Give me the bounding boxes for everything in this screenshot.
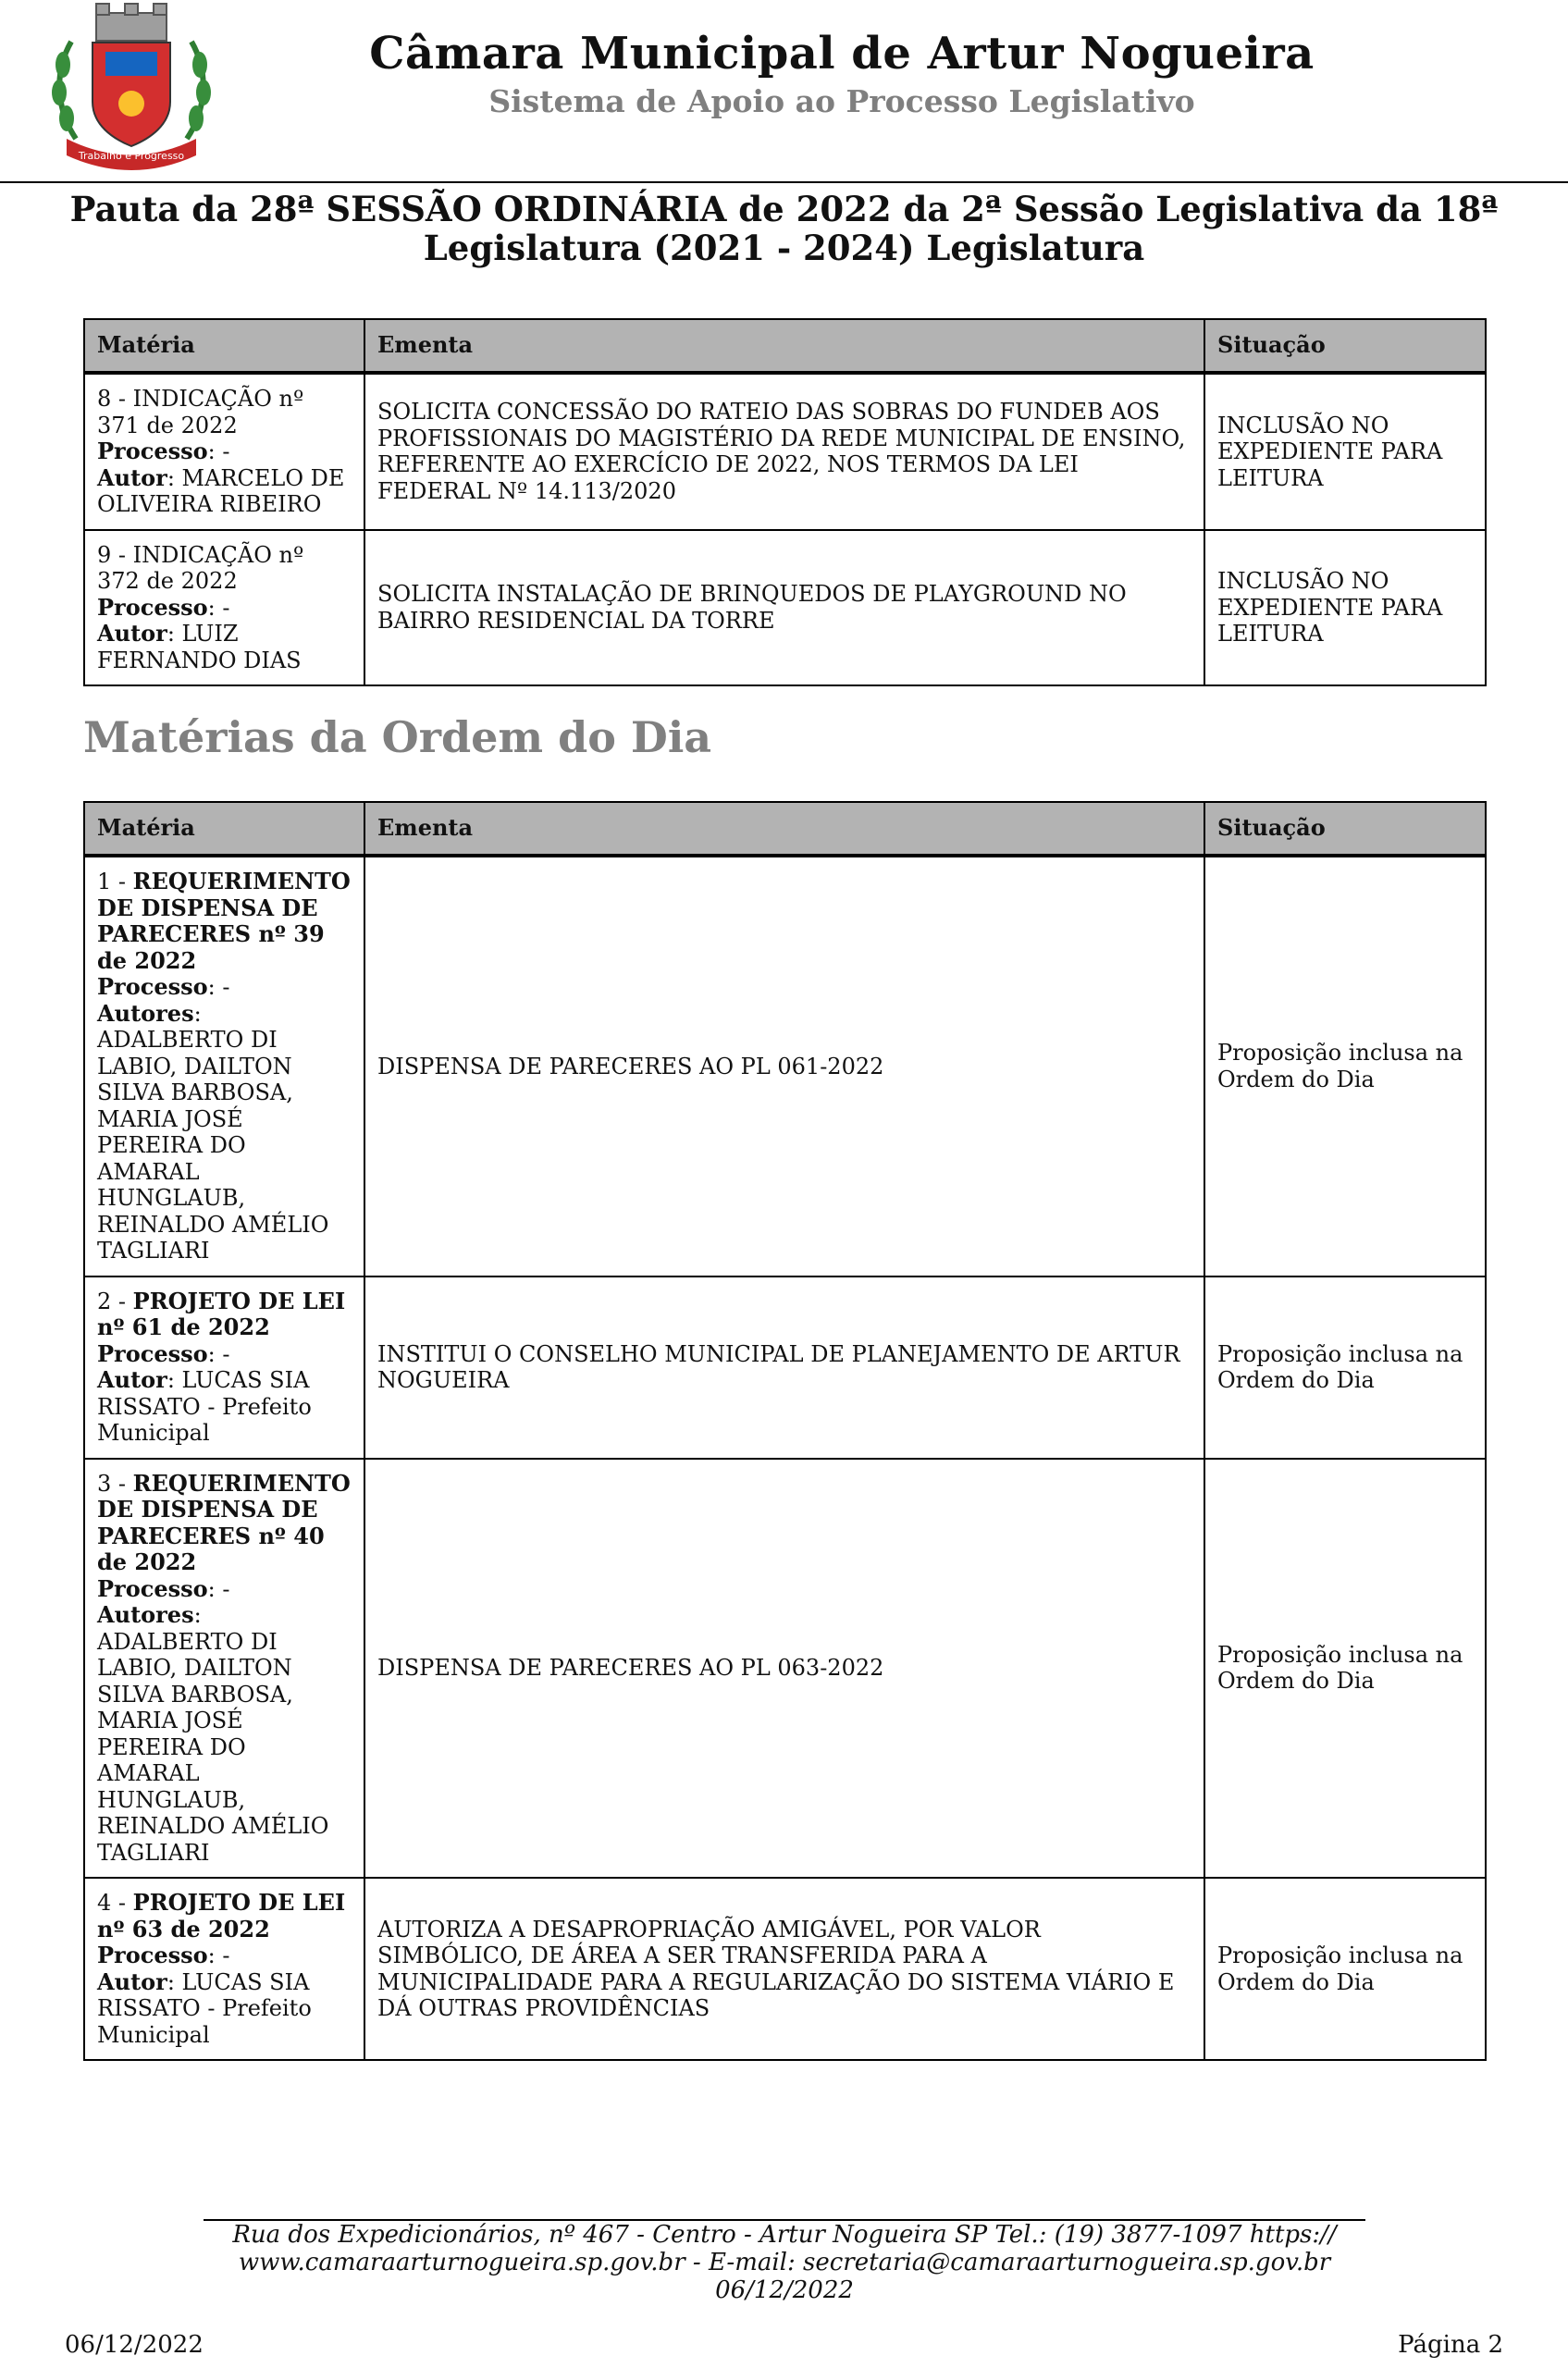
autor-value: : LUCAS SIA RISSATO - Prefeito Municipal xyxy=(97,1968,312,2048)
processo-value: : - xyxy=(207,1575,230,1602)
autor-value: : MARCELO DE OLIVEIRA RIBEIRO xyxy=(97,464,345,517)
processo-value: : - xyxy=(207,1942,230,1968)
footer-address xyxy=(204,2221,1365,2304)
footer-line1: Rua dos Expedicionários, nº 467 - Centro - Artur Nogueira SP Tel.: (19) 3877-1097 https:// xyxy=(232,2221,1337,2249)
situacao-cell: Proposição inclusa na Ordem do Dia xyxy=(1204,1276,1486,1459)
page-header xyxy=(0,0,1568,183)
autores-label: Autores xyxy=(97,999,194,1027)
ementa-cell: INSTITUI O CONSELHO MUNICIPAL DE PLANEJAMENTO DE ARTUR NOGUEIRA xyxy=(364,1276,1204,1459)
situacao-cell: INCLUSÃO NO EXPEDIENTE PARA LEITURA xyxy=(1204,373,1486,530)
autores-value: : ADALBERTO DI LABIO, DAILTON SILVA BARBOSA, MARIA JOSÉ PEREIRA DO AMARAL HUNGLAUB, REINALDO AMÉLIO TAGLIARI xyxy=(97,1602,329,1866)
ordem-do-dia-table xyxy=(83,801,1487,2061)
table-row xyxy=(84,856,1486,1276)
autores-value: : ADALBERTO DI LABIO, DAILTON SILVA BARBOSA, MARIA JOSÉ PEREIRA DO AMARAL HUNGLAUB, REINALDO AMÉLIO TAGLIARI xyxy=(97,1000,329,1264)
table-header-row xyxy=(84,319,1486,373)
table-row xyxy=(84,1276,1486,1459)
materia-title: PROJETO DE LEI nº 61 de 2022 xyxy=(97,1287,346,1340)
ementa-cell: SOLICITA CONCESSÃO DO RATEIO DAS SOBRAS DO FUNDEB AOS PROFISSIONAIS DO MAGISTÉRIO DA REDE MUNICIPAL DE ENSINO, REFERENTE AO EXERCÍCIO DE 2022, NOS TERMOS DA LEI FEDERAL Nº 14.113/2020 xyxy=(364,373,1204,530)
materia-title: PROJETO DE LEI nº 63 de 2022 xyxy=(97,1889,346,1942)
materia-number: 4 - xyxy=(97,1890,133,1916)
processo-value: : - xyxy=(207,974,230,1000)
footer-line3: 06/12/2022 xyxy=(715,2276,854,2304)
pauta-title xyxy=(56,190,1512,267)
ementa-cell: AUTORIZA A DESAPROPRIAÇÃO AMIGÁVEL, POR VALOR SIMBÓLICO, DE ÁREA A SER TRANSFERIDA PARA A MUNICIPALIDADE PARA A REGULARIZAÇÃO DO SISTEMA VIÁRIO E DÁ OUTRAS PROVIDÊNCIAS xyxy=(364,1878,1204,2060)
col-situacao: Situação xyxy=(1204,802,1486,856)
processo-label: Processo xyxy=(97,1942,208,1968)
materia-cell xyxy=(84,1276,364,1459)
materia-number: 3 - xyxy=(97,1470,133,1497)
col-materia: Matéria xyxy=(84,319,364,373)
autor-label: Autor xyxy=(97,463,167,491)
situacao-cell: Proposição inclusa na Ordem do Dia xyxy=(1204,856,1486,1276)
header-subtitle: Sistema de Apoio ao Processo Legislativo xyxy=(488,83,1195,119)
processo-label: Processo xyxy=(97,593,208,621)
processo-label: Processo xyxy=(97,1339,208,1367)
autor-value: : LUCAS SIA RISSATO - Prefeito Municipal xyxy=(97,1367,312,1446)
situacao-cell: Proposição inclusa na Ordem do Dia xyxy=(1204,1878,1486,2060)
processo-label: Processo xyxy=(97,973,208,1000)
footer-date: 06/12/2022 xyxy=(65,2331,204,2359)
logo-ribbon-text: Trabalho e Progresso xyxy=(78,150,185,162)
materia-title: REQUERIMENTO DE DISPENSA DE PARECERES nº 40 de 2022 xyxy=(97,1469,351,1575)
section-title-ordem-do-dia: Matérias da Ordem do Dia xyxy=(83,712,712,762)
autor-label: Autor xyxy=(97,1366,167,1393)
header-title: Câmara Municipal de Artur Nogueira xyxy=(369,28,1315,80)
autor-label: Autor xyxy=(97,620,167,647)
processo-value: : - xyxy=(207,594,230,621)
col-ementa: Ementa xyxy=(364,802,1204,856)
table-row xyxy=(84,1459,1486,1879)
materia-cell xyxy=(84,530,364,686)
autor-value: : LUIZ FERNANDO DIAS xyxy=(97,621,302,673)
footer-line2: www.camaraarturnogueira.sp.gov.br - E-mail: secretaria@camaraarturnogueira.sp.gov.br xyxy=(238,2249,1331,2276)
autores-label: Autores xyxy=(97,1601,194,1628)
table-row xyxy=(84,530,1486,686)
autor-label: Autor xyxy=(97,1967,167,1995)
processo-label: Processo xyxy=(97,438,208,464)
materia-title: 9 - INDICAÇÃO nº 372 de 2022 xyxy=(97,541,304,594)
ementa-cell: SOLICITA INSTALAÇÃO DE BRINQUEDOS DE PLAYGROUND NO BAIRRO RESIDENCIAL DA TORRE xyxy=(364,530,1204,686)
pauta-title-line2: Legislatura (2021 - 2024) Legislatura xyxy=(423,228,1145,268)
situacao-cell: INCLUSÃO NO EXPEDIENTE PARA LEITURA xyxy=(1204,530,1486,686)
pauta-title-line1: Pauta da 28ª SESSÃO ORDINÁRIA de 2022 da 2ª Sessão Legislativa da 18ª xyxy=(69,189,1499,229)
materia-number: 2 - xyxy=(97,1288,133,1314)
table-row xyxy=(84,1878,1486,2060)
materia-cell xyxy=(84,1878,364,2060)
materia-number: 1 - xyxy=(97,869,133,894)
materia-cell xyxy=(84,856,364,1276)
processo-value: : - xyxy=(207,438,230,464)
table-header-row xyxy=(84,802,1486,856)
situacao-cell: Proposição inclusa na Ordem do Dia xyxy=(1204,1459,1486,1879)
col-ementa: Ementa xyxy=(364,319,1204,373)
processo-label: Processo xyxy=(97,1574,208,1602)
materia-cell xyxy=(84,373,364,530)
table-row xyxy=(84,373,1486,530)
ementa-cell: DISPENSA DE PARECERES AO PL 063-2022 xyxy=(364,1459,1204,1879)
processo-value: : - xyxy=(207,1340,230,1367)
col-situacao: Situação xyxy=(1204,319,1486,373)
expediente-table xyxy=(83,318,1487,686)
page-number: Página 2 xyxy=(1398,2331,1503,2359)
ementa-cell: DISPENSA DE PARECERES AO PL 061-2022 xyxy=(364,856,1204,1276)
coat-of-arms-logo xyxy=(48,0,215,171)
col-materia: Matéria xyxy=(84,802,364,856)
materia-title: 8 - INDICAÇÃO nº 371 de 2022 xyxy=(97,386,304,438)
materia-cell xyxy=(84,1459,364,1879)
materia-title: REQUERIMENTO DE DISPENSA DE PARECERES nº 39 de 2022 xyxy=(97,868,351,974)
